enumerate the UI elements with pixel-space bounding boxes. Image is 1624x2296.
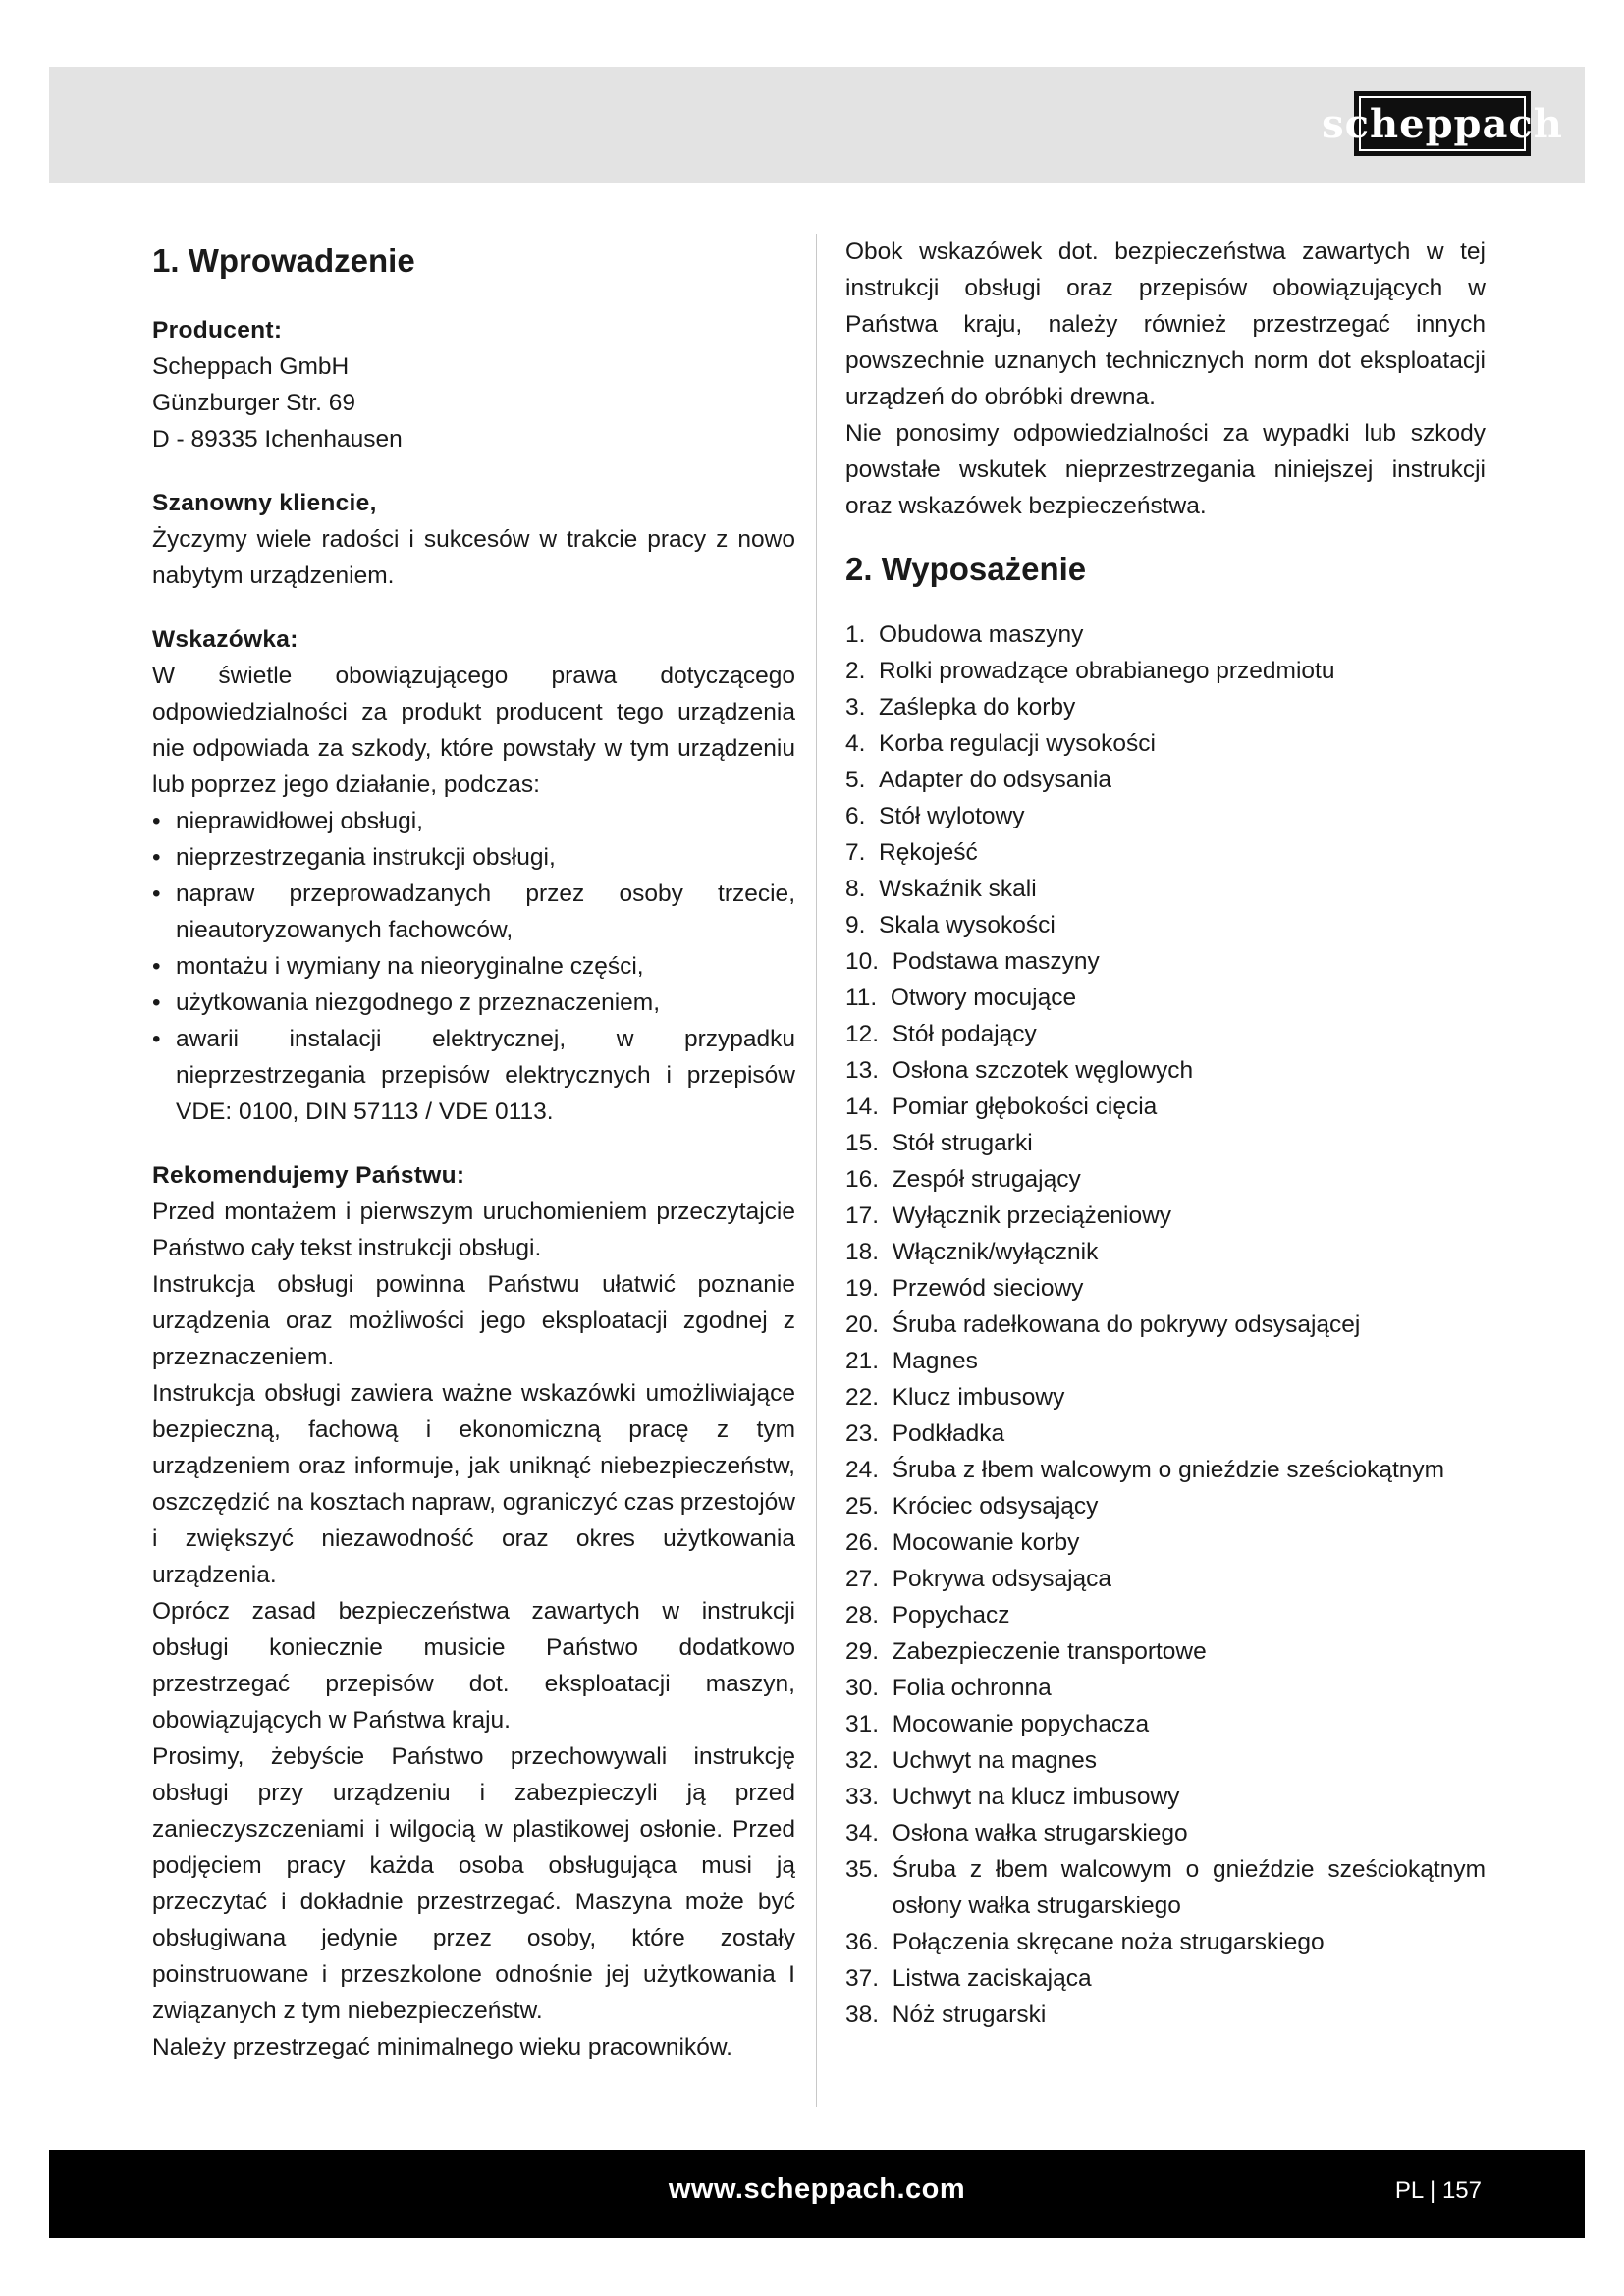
equipment-item-label: Stół strugarki [892, 1130, 1033, 1156]
equipment-item-label: Mocowanie korby [892, 1529, 1080, 1556]
equipment-item-number: 19. [845, 1275, 893, 1302]
equipment-item [845, 1343, 1486, 1379]
bullet-item: • nieprzestrzegania instrukcji obsługi, [152, 839, 795, 876]
equipment-item [845, 1270, 1486, 1307]
equipment-item-label: Korba regulacji wysokości [879, 730, 1156, 757]
notice-bullet-list [152, 803, 795, 1130]
equipment-item-label: Obudowa maszyny [879, 621, 1084, 648]
equipment-item [845, 1851, 1486, 1924]
customer-block [152, 485, 795, 594]
equipment-item-label: Nóż strugarski [892, 2002, 1047, 2028]
equipment-item-number: 3. [845, 694, 880, 721]
equipment-item [845, 1997, 1486, 2033]
recommend-heading: Rekomendujemy Państwu: [152, 1162, 465, 1189]
equipment-item [845, 1307, 1486, 1343]
notice-block [152, 621, 795, 1130]
recommend-paragraph: Oprócz zasad bezpieczeństwa zawartych w instrukcji obsługi koniecznie musicie Państwo dodatkowo przestrzegać przepisów dot. eksploatacji maszyn, obowiązujących w Państwa kraju. [152, 1598, 795, 1734]
equipment-item-number: 16. [845, 1166, 893, 1193]
equipment-item-label: Wyłącznik przeciążeniowy [892, 1202, 1172, 1229]
equipment-item-number: 29. [845, 1638, 893, 1665]
equipment-item [845, 1125, 1486, 1161]
equipment-item-number: 15. [845, 1130, 893, 1156]
recommend-paragraph: Instrukcja obsługi zawiera ważne wskazówki umożliwiające bezpieczną, fachową i ekonomiczną pracę z tym urządzeniem oraz informuje, jak uniknąć niebezpieczeństw, oszczędzić na kosztach napraw, ograniczyć czas przestojów i zwiększyć niezawodność oraz okres użytkowania urządzenia. [152, 1380, 795, 1588]
equipment-item [845, 1415, 1486, 1452]
recommend-paragraph: Prosimy, żebyście Państwo przechowywali instrukcję obsługi przy urządzeniu i zabezpieczyli ją przed zanieczyszczeniami i wilgocią w plastikowej osłonie. Przed podjęciem pracy każda osoba obsługująca musi ją przeczytać i dokładnie przestrzegać. Maszyna może być obsługiwana jedynie przez osoby, które zostały poinstruowane i przeszkolone odnośnie jej użytkowania I związanych z tym niebezpieczeństw. [152, 1743, 795, 2024]
equipment-item [845, 834, 1486, 871]
equipment-item-label: Klucz imbusowy [892, 1384, 1065, 1411]
customer-heading: Szanowny kliencie, [152, 490, 377, 516]
equipment-item [845, 1089, 1486, 1125]
equipment-item-number: 7. [845, 839, 880, 866]
bullet-item: • montażu i wymiany na nieoryginalne części, [152, 948, 795, 985]
equipment-item-number: 1. [845, 621, 880, 648]
equipment-item-number: 5. [845, 767, 880, 793]
equipment-item [845, 1924, 1486, 1960]
equipment-item-number: 21. [845, 1348, 893, 1374]
producer-line: Scheppach GmbH [152, 353, 350, 380]
recommend-paragraph: Instrukcja obsługi powinna Państwu ułatwić poznanie urządzenia oraz możliwości jego eksploatacji zgodnej z przeznaczeniem. [152, 1271, 795, 1370]
equipment-item-label: Włącznik/wyłącznik [892, 1239, 1099, 1265]
bullet-item: • awarii instalacji elektrycznej, w przypadku nieprzestrzegania przepisów elektrycznych i przepisów VDE: 0100, DIN 57113 / VDE 0113. [152, 1021, 795, 1130]
equipment-item [845, 1161, 1486, 1198]
equipment-item-label: Adapter do odsysania [879, 767, 1112, 793]
equipment-item-label: Osłona szczotek węglowych [892, 1057, 1194, 1084]
equipment-item [845, 1706, 1486, 1742]
equipment-item [845, 689, 1486, 725]
header-band [49, 67, 1585, 183]
equipment-item-number: 4. [845, 730, 880, 757]
recommend-paragraph: Należy przestrzegać minimalnego wieku pracowników. [152, 2034, 732, 2060]
bullet-item: • nieprawidłowej obsługi, [152, 803, 795, 839]
equipment-item [845, 1779, 1486, 1815]
equipment-item [845, 1198, 1486, 1234]
equipment-item [845, 871, 1486, 907]
equipment-item-number: 28. [845, 1602, 893, 1629]
equipment-item [845, 762, 1486, 798]
safety-paragraph: Obok wskazówek dot. bezpieczeństwa zawartych w tej instrukcji obsługi oraz przepisów obowiązujących w Państwa kraju, należy również przestrzegać innych powszechnie uznanych technicznych norm dot eksploatacji urządzeń do obróbki drewna. [845, 239, 1486, 410]
equipment-item [845, 1815, 1486, 1851]
equipment-item-label: Zespół strugający [892, 1166, 1081, 1193]
equipment-item-number: 17. [845, 1202, 893, 1229]
footer-bar [49, 2150, 1585, 2238]
equipment-item-number: 38. [845, 2002, 893, 2028]
bullet-item: • użytkowania niezgodnego z przeznaczeniem, [152, 985, 795, 1021]
recommend-block [152, 1157, 795, 2065]
equipment-item [845, 1016, 1486, 1052]
equipment-item-number: 2. [845, 658, 880, 684]
equipment-item [845, 798, 1486, 834]
equipment-item [845, 1670, 1486, 1706]
website-link[interactable]: www.scheppach.com [668, 2173, 966, 2205]
equipment-item-number: 23. [845, 1420, 893, 1447]
equipment-item-number: 26. [845, 1529, 893, 1556]
liability-paragraph: Nie ponosimy odpowiedzialności za wypadki lub szkody powstałe wskutek nieprzestrzegania niniejszej instrukcji oraz wskazówek bezpieczeństwa. [845, 420, 1486, 519]
producer-line: Günzburger Str. 69 [152, 390, 356, 416]
equipment-item-number: 8. [845, 876, 880, 902]
equipment-item [845, 943, 1486, 980]
equipment-item-label: Listwa zaciskająca [892, 1965, 1092, 1992]
equipment-item [845, 1960, 1486, 1997]
equipment-item [845, 1488, 1486, 1524]
equipment-item-label: Otwory mocujące [890, 985, 1077, 1011]
equipment-item-label: Popychacz [892, 1602, 1010, 1629]
equipment-item-label: Zabezpieczenie transportowe [892, 1638, 1207, 1665]
equipment-item-label: Pokrywa odsysająca [892, 1566, 1112, 1592]
producer-line: D - 89335 Ichenhausen [152, 426, 403, 453]
equipment-item-label: Podstawa maszyny [892, 948, 1100, 975]
customer-text: Życzymy wiele radości i sukcesów w trakcie pracy z nowo nabytym urządzeniem. [152, 526, 795, 589]
producer-heading: Producent: [152, 317, 283, 344]
equipment-item-label: Przewód sieciowy [892, 1275, 1084, 1302]
equipment-item-label: Uchwyt na magnes [892, 1747, 1098, 1774]
bullet-item: • napraw przeprowadzanych przez osoby trzecie, nieautoryzowanych fachowców, [152, 876, 795, 948]
equipment-item-label: Stół wylotowy [879, 803, 1025, 829]
equipment-item-number: 9. [845, 912, 880, 938]
equipment-item-number: 36. [845, 1929, 893, 1955]
equipment-item-number: 10. [845, 948, 893, 975]
equipment-item-number: 33. [845, 1784, 893, 1810]
equipment-item-label: Skala wysokości [879, 912, 1056, 938]
equipment-item-number: 24. [845, 1457, 893, 1483]
equipment-item [845, 616, 1486, 653]
equipment-item-number: 12. [845, 1021, 893, 1047]
equipment-list [845, 616, 1486, 2033]
equipment-item-number: 31. [845, 1711, 893, 1737]
equipment-item-label: Króciec odsysający [892, 1493, 1099, 1520]
equipment-item-number: 11. [845, 985, 891, 1011]
equipment-item-label: Folia ochronna [892, 1675, 1052, 1701]
equipment-item [845, 1234, 1486, 1270]
equipment-item [845, 1524, 1486, 1561]
equipment-item-label: Połączenia skręcane noża strugarskiego [892, 1929, 1325, 1955]
equipment-item-number: 22. [845, 1384, 893, 1411]
equipment-item-label: Stół podający [892, 1021, 1037, 1047]
equipment-item-label: Rolki prowadzące obrabianego przedmiotu [879, 658, 1335, 684]
equipment-item-label: Śruba radełkowana do pokrywy odsysającej [892, 1311, 1361, 1338]
equipment-item-number: 6. [845, 803, 880, 829]
column-divider [816, 234, 817, 2107]
equipment-item [845, 1452, 1486, 1488]
notice-text: W świetle obowiązującego prawa dotyczącego odpowiedzialności za produkt producent tego urządzenia nie odpowiada za szkody, które powstały w tym urządzeniu lub poprzez jego działanie, podczas: [152, 663, 795, 798]
equipment-item-label: Śruba z łbem walcowym o gnieździe sześciokątnym [892, 1457, 1445, 1483]
equipment-item-number: 25. [845, 1493, 893, 1520]
equipment-item [845, 1742, 1486, 1779]
equipment-item [845, 1379, 1486, 1415]
producer-block [152, 312, 795, 457]
equipment-item-label: Osłona wałka strugarskiego [892, 1820, 1188, 1846]
equipment-item-number: 37. [845, 1965, 893, 1992]
equipment-item-number: 34. [845, 1820, 893, 1846]
equipment-item-label: Śruba z łbem walcowym o gnieździe sześciokątnym osłony wałka strugarskiego [892, 1856, 1486, 1919]
equipment-item-label: Magnes [892, 1348, 978, 1374]
equipment-item [845, 980, 1486, 1016]
equipment-item [845, 653, 1486, 689]
equipment-item-label: Podkładka [892, 1420, 1005, 1447]
equipment-item-number: 18. [845, 1239, 893, 1265]
equipment-item-number: 20. [845, 1311, 893, 1338]
equipment-item-label: Zaślepka do korby [879, 694, 1076, 721]
equipment-item-number: 30. [845, 1675, 893, 1701]
equipment-item-number: 14. [845, 1094, 893, 1120]
equipment-item [845, 725, 1486, 762]
page-number: PL | 157 [1394, 2177, 1482, 2204]
section-title-equipment: 2. Wyposażenie [845, 551, 1087, 587]
equipment-item-label: Rękojeść [879, 839, 978, 866]
right-column [845, 234, 1486, 2033]
equipment-item [845, 1052, 1486, 1089]
equipment-item-label: Uchwyt na klucz imbusowy [892, 1784, 1180, 1810]
equipment-item-number: 32. [845, 1747, 893, 1774]
section-title-introduction: 1. Wprowadzenie [152, 242, 415, 279]
equipment-item [845, 1597, 1486, 1633]
recommend-paragraph: Przed montażem i pierwszym uruchomieniem przeczytajcie Państwo cały tekst instrukcji obsługi. [152, 1199, 795, 1261]
equipment-item-number: 35. [845, 1856, 893, 1883]
equipment-item [845, 1561, 1486, 1597]
equipment-item [845, 1633, 1486, 1670]
equipment-item-label: Pomiar głębokości cięcia [892, 1094, 1158, 1120]
equipment-item-label: Wskaźnik skali [879, 876, 1037, 902]
equipment-item-number: 27. [845, 1566, 893, 1592]
equipment-item [845, 907, 1486, 943]
equipment-item-number: 13. [845, 1057, 893, 1084]
equipment-item-label: Mocowanie popychacza [892, 1711, 1150, 1737]
left-column [152, 234, 795, 2093]
notice-heading: Wskazówka: [152, 626, 298, 653]
brand-logo: scheppach [1354, 91, 1531, 156]
